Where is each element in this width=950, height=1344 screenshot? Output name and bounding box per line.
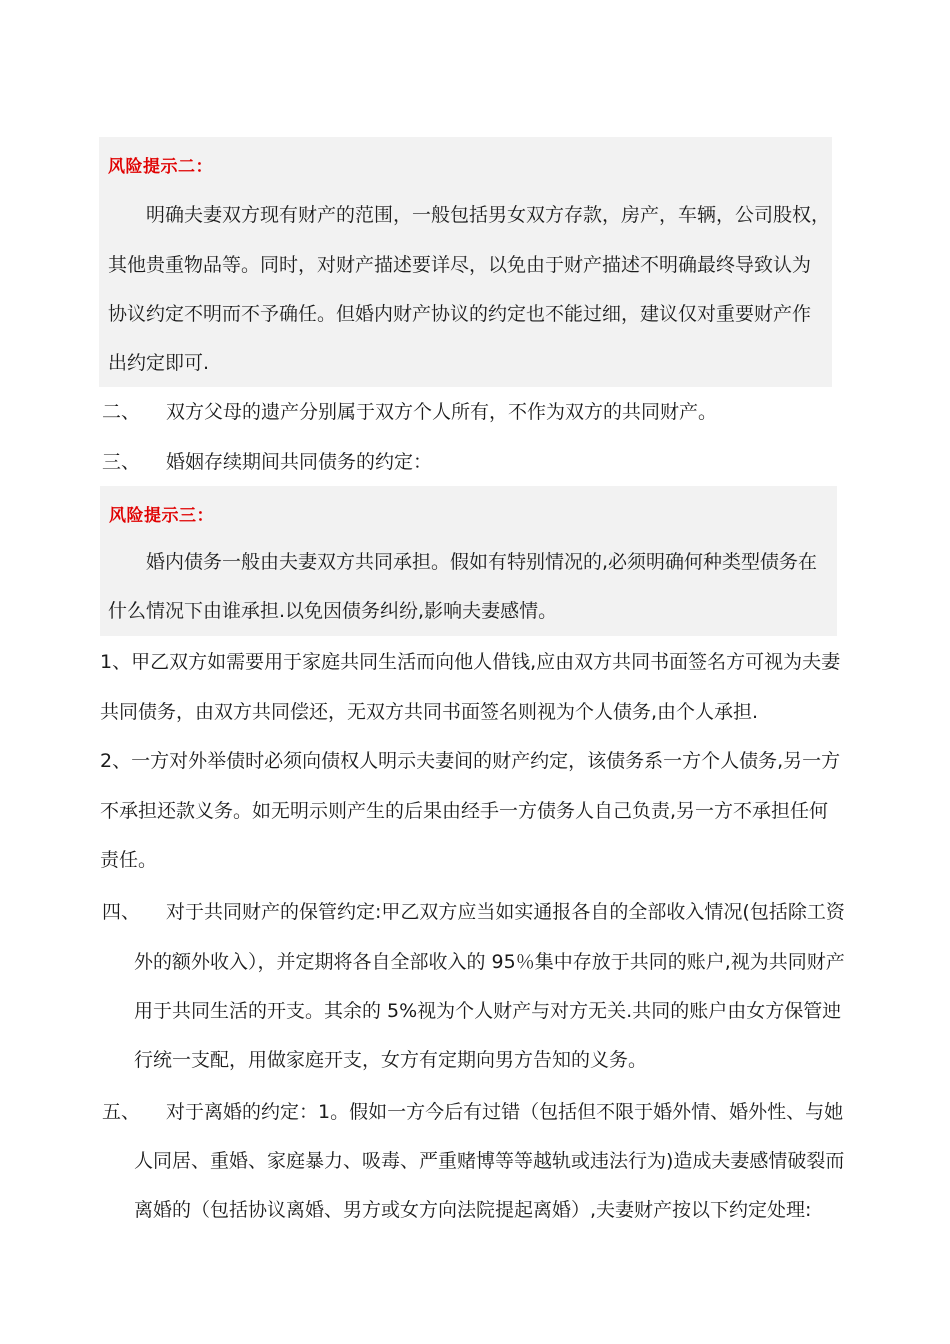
item-number-5: 五、	[102, 1101, 141, 1123]
clause-1-line-2: 共同债务，由双方共同偿还，无双方共同书面签名则视为个人债务,由个人承担.	[100, 701, 759, 723]
item-4-line-3: 用于共同生活的开支。其余的 5%视为个人财产与对方无关.共同的账户由女方保管迚	[134, 1000, 842, 1022]
risk-notice-3-line-2: 什么情况下由谁承担.以免因债务纠纷,影响夫妻感情。	[108, 600, 558, 622]
item-number-4: 四、	[102, 901, 141, 923]
item-4-line-4: 行统一支配，用做家庭开支，女方有定期向男方告知的义务。	[134, 1049, 648, 1071]
risk-notice-2-line-4: 出约定即可.	[108, 352, 210, 374]
item-4-line-2: 外的额外收入），并定期将各自全部收入的 95％集中存放于共同的账户,视为共同财产	[134, 951, 845, 973]
clause-2-line-3: 责任。	[100, 849, 158, 871]
risk-notice-3-line-1: 婚内债务一般由夫妻双方共同承担。假如有特别情况的,必须明确何种类型债务在	[146, 551, 818, 573]
item-number-2: 二、	[102, 401, 141, 423]
risk-notice-2-line-3: 协议约定不明而不予确任。但婚内财产协议的约定也不能过细，建议仅对重要财产作	[108, 303, 812, 325]
risk-notice-title-2: 风险提示二：	[108, 157, 213, 177]
risk-notice-title-3: 风险提示三：	[109, 506, 214, 526]
item-2-text: 双方父母的遗产分别属于双方个人所有，不作为双方的共同财产。	[166, 401, 718, 423]
clause-1-line-1: 1、甲乙双方如需要用于家庭共同生活而向他人借钱,应由双方共同书面签名方可视为夫妻	[100, 651, 841, 673]
clause-2-line-1: 2、一方对外举债时必须向债权人明示夫妻间的财产约定，该债务系一方个人债务,另一方	[100, 750, 841, 772]
risk-notice-2-line-1: 明确夫妻双方现有财产的范围，一般包括男女双方存款，房产，车辆，公司股权，	[146, 204, 831, 226]
item-4-line-1: 对于共同财产的保管约定:甲乙双方应当如实通报各自的全部收入情况(包括除工资	[166, 901, 845, 923]
clause-2-line-2: 不承担还款义务。如无明示则产生的后果由经手一方债务人自己负责,另一方不承担任何	[100, 800, 829, 822]
item-5-line-3: 离婚的（包括协议离婚、男方或女方向法院提起离婚）,夫妻财产按以下约定处理:	[134, 1199, 812, 1221]
risk-notice-2-line-2: 其他贵重物品等。同时，对财产描述要详尽，以免由于财产描述不明确最终导致认为	[108, 254, 812, 276]
item-5-line-1: 对于离婚的约定：1。假如一方今后有过错（包括但不限于婚外情、婚外性、与她	[166, 1101, 844, 1123]
item-number-3: 三、	[102, 451, 141, 473]
item-3-text: 婚姻存续期间共同债务的约定：	[166, 451, 433, 473]
item-5-line-2: 人同居、重婚、家庭暴力、吸毒、严重赌博等等越轨或违法行为)造成夫妻感情破裂而	[134, 1150, 845, 1172]
